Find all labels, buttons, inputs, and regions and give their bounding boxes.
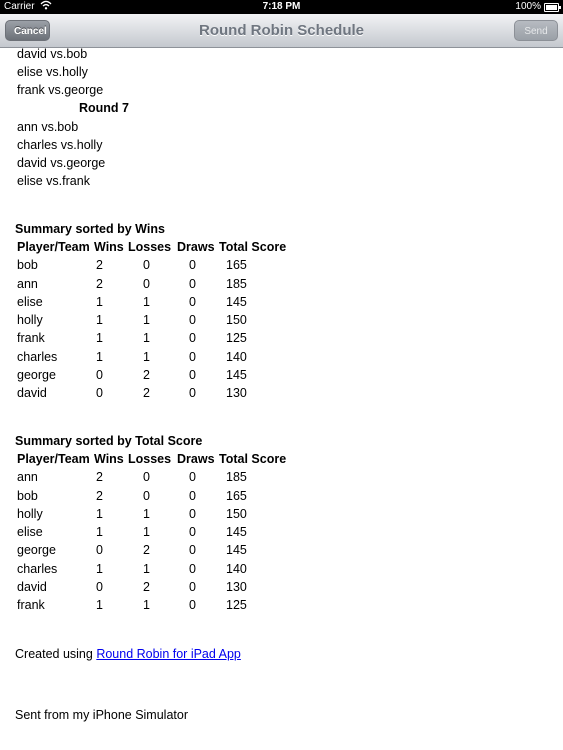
table-cell: 2	[143, 368, 150, 383]
table-cell: 145	[226, 543, 247, 558]
table-row	[15, 541, 296, 559]
match-line: david vs.george	[17, 156, 106, 170]
table-cell: david	[17, 386, 47, 401]
cancel-button[interactable]: Cancel	[5, 20, 50, 41]
table-cell: 2	[96, 488, 103, 503]
table-cell: 0	[189, 276, 196, 291]
table-row	[15, 348, 296, 366]
table-cell: 1	[96, 525, 103, 540]
email-signature: Sent from my iPhone Simulator	[15, 708, 188, 722]
table-cell: 1	[143, 598, 150, 613]
navigation-bar	[0, 14, 563, 48]
clock: 7:18 PM	[262, 1, 301, 12]
table-cell: holly	[17, 506, 43, 521]
table-cell: 0	[189, 506, 196, 521]
table-cell: 0	[189, 258, 196, 273]
match-line: elise vs.frank	[17, 174, 90, 188]
table-cell: 1	[143, 561, 150, 576]
table-cell: 0	[189, 543, 196, 558]
column-header: Draws	[177, 240, 215, 254]
created-using-text: Created using	[15, 647, 97, 661]
table-cell: 0	[189, 488, 196, 503]
table-cell: 1	[96, 331, 103, 346]
table-cell: 140	[226, 561, 247, 576]
table-cell: 0	[189, 580, 196, 595]
table-cell: elise	[17, 525, 43, 540]
table-cell: george	[17, 368, 56, 383]
table-cell: 0	[189, 331, 196, 346]
table-cell: 165	[226, 258, 247, 273]
column-header: Player/Team	[17, 240, 90, 254]
match-line: frank vs.george	[17, 83, 104, 97]
table-cell: 125	[226, 598, 247, 613]
table-cell: 1	[96, 294, 103, 309]
table-cell: elise	[17, 294, 43, 309]
summary-wins-table	[15, 238, 296, 403]
table-row	[15, 596, 296, 614]
table-cell: 0	[189, 349, 196, 364]
match-line: charles vs.holly	[17, 138, 103, 152]
status-bar	[0, 0, 563, 14]
table-cell: 130	[226, 386, 247, 401]
table-cell: 145	[226, 294, 247, 309]
table-cell: 1	[143, 313, 150, 328]
battery-percent: 100%	[515, 1, 541, 12]
table-cell: 1	[143, 506, 150, 521]
table-cell: 1	[96, 313, 103, 328]
summary-wins-title: Summary sorted by Wins	[15, 222, 165, 236]
table-cell: 0	[143, 258, 150, 273]
send-button[interactable]: Send	[514, 20, 558, 41]
table-cell: 130	[226, 580, 247, 595]
round-heading: Round 7	[79, 101, 129, 115]
table-row	[15, 366, 296, 384]
table-cell: 2	[96, 258, 103, 273]
table-cell: 150	[226, 313, 247, 328]
table-cell: 1	[96, 598, 103, 613]
table-cell: 0	[189, 368, 196, 383]
table-cell: 145	[226, 525, 247, 540]
created-using-line	[15, 645, 241, 663]
table-cell: 2	[96, 470, 103, 485]
table-cell: 185	[226, 470, 247, 485]
column-header: Player/Team	[17, 452, 90, 466]
column-header: Total Score	[219, 240, 287, 254]
table-cell: 2	[96, 276, 103, 291]
table-row	[15, 505, 296, 523]
table-cell: 0	[143, 488, 150, 503]
table-cell: 0	[189, 598, 196, 613]
match-line: elise vs.holly	[17, 65, 88, 79]
app-link[interactable]: Round Robin for iPad App	[96, 647, 241, 661]
column-header: Draws	[177, 452, 215, 466]
table-cell: 0	[96, 386, 103, 401]
column-header: Losses	[128, 240, 172, 254]
table-cell: 125	[226, 331, 247, 346]
battery-icon	[544, 3, 559, 12]
table-cell: charles	[17, 349, 58, 364]
summary-score-title: Summary sorted by Total Score	[15, 434, 203, 448]
table-row	[15, 384, 296, 402]
table-cell: charles	[17, 561, 58, 576]
table-cell: 2	[143, 543, 150, 558]
match-line: ann vs.bob	[17, 120, 79, 134]
table-cell: ann	[17, 470, 38, 485]
table-cell: 165	[226, 488, 247, 503]
table-header-row	[15, 238, 296, 256]
carrier-label: Carrier	[4, 1, 35, 12]
table-row	[15, 523, 296, 541]
table-cell: 1	[96, 349, 103, 364]
column-header: Wins	[94, 240, 124, 254]
table-cell: 0	[96, 543, 103, 558]
match-line: david vs.bob	[17, 47, 88, 61]
page-title: Round Robin Schedule	[199, 22, 364, 39]
table-cell: bob	[17, 488, 38, 503]
summary-score-table	[15, 450, 296, 615]
column-header: Wins	[94, 452, 124, 466]
table-cell: 150	[226, 506, 247, 521]
table-cell: 0	[189, 470, 196, 485]
table-cell: 185	[226, 276, 247, 291]
table-cell: 2	[143, 386, 150, 401]
table-cell: 0	[189, 525, 196, 540]
table-cell: david	[17, 580, 47, 595]
column-header: Total Score	[219, 452, 287, 466]
table-cell: 0	[143, 276, 150, 291]
table-cell: 1	[143, 525, 150, 540]
table-cell: 0	[189, 561, 196, 576]
table-row	[15, 487, 296, 505]
table-cell: 1	[143, 294, 150, 309]
table-cell: 0	[189, 386, 196, 401]
table-header-row	[15, 450, 296, 468]
table-cell: holly	[17, 313, 43, 328]
table-row	[15, 311, 296, 329]
table-cell: 145	[226, 368, 247, 383]
table-row	[15, 560, 296, 578]
table-cell: frank	[17, 598, 45, 613]
table-cell: frank	[17, 331, 45, 346]
table-cell: 1	[143, 349, 150, 364]
table-cell: george	[17, 543, 56, 558]
table-cell: 0	[96, 368, 103, 383]
table-row	[15, 329, 296, 347]
table-cell: 0	[96, 580, 103, 595]
table-cell: ann	[17, 276, 38, 291]
table-cell: 0	[189, 294, 196, 309]
column-header: Losses	[128, 452, 172, 466]
table-cell: 0	[143, 470, 150, 485]
table-cell: 0	[189, 313, 196, 328]
table-cell: bob	[17, 258, 38, 273]
table-cell: 1	[143, 331, 150, 346]
table-cell: 1	[96, 506, 103, 521]
table-cell: 1	[96, 561, 103, 576]
table-row	[15, 578, 296, 596]
table-cell: 140	[226, 349, 247, 364]
table-row	[15, 256, 296, 274]
table-row	[15, 275, 296, 293]
table-row	[15, 293, 296, 311]
table-row	[15, 468, 296, 486]
table-cell: 2	[143, 580, 150, 595]
